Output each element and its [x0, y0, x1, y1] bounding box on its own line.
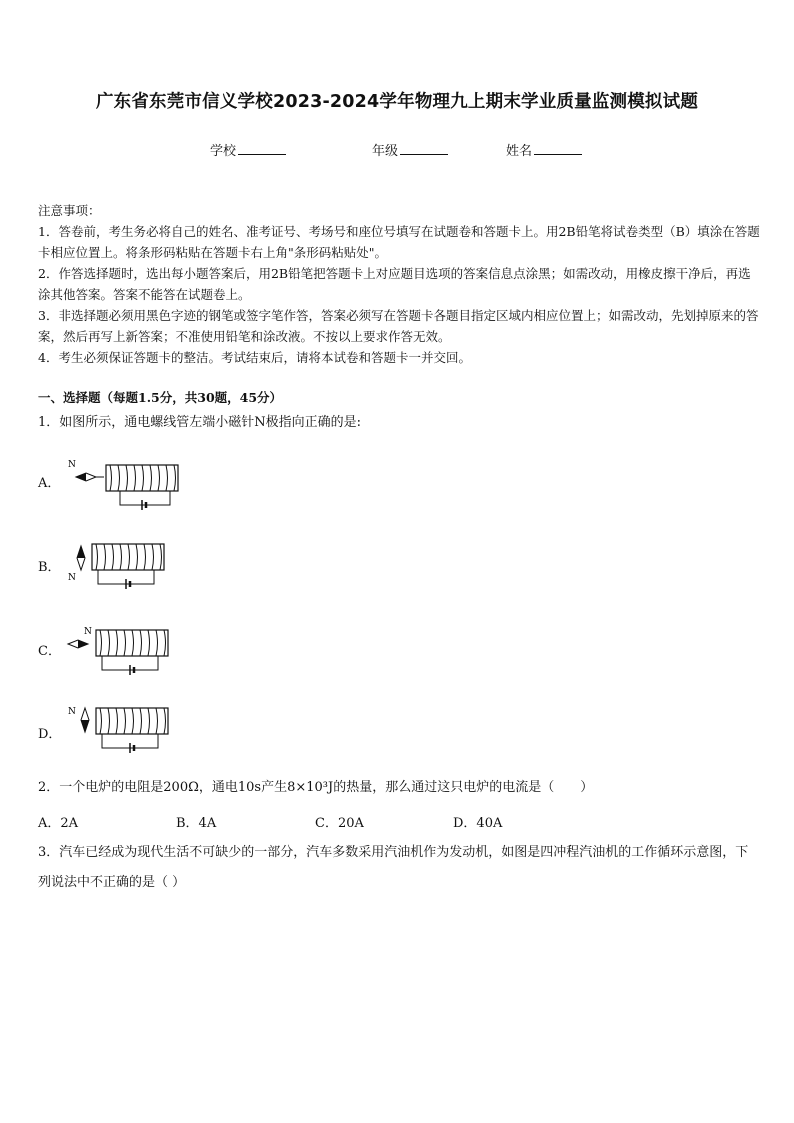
solenoid-figure-c	[64, 622, 184, 682]
name-blank	[534, 142, 582, 155]
notice-item: 2．作答选择题时，选出每小题答案后，用2B铅笔把答题卡上对应题目选项的答案信息点涂黑；如需改动，用橡皮擦干净后，再选涂其他答案。答案不能答在试题卷上。	[38, 266, 751, 302]
choice-b: B．4A	[176, 816, 217, 831]
school-field	[210, 140, 286, 159]
name-field	[506, 140, 582, 159]
n-pole-label: N	[68, 460, 76, 470]
option-c-label: C．	[38, 644, 61, 659]
n-pole-label: N	[84, 627, 92, 637]
choice-c: C．20A	[315, 816, 364, 831]
choice-a: A．2A	[38, 816, 79, 831]
section-heading: 一、选择题（每题1.5分，共30题，45分）	[38, 390, 283, 405]
notice-item: 1．答卷前，考生务必将自己的姓名、准考证号、考场号和座位号填写在试题卷和答题卡上。用2B铅笔将试卷类型（B）填涂在答题卡相应位置上。将条形码粘贴在答题卡右上角"条形码粘贴处"。	[38, 224, 760, 260]
grade-field	[372, 140, 448, 159]
option-a-label: A．	[38, 476, 61, 491]
solenoid-figure-d	[64, 702, 184, 762]
notice-heading: 注意事项：	[38, 203, 101, 218]
option-b-label: B．	[38, 560, 61, 575]
notice-block	[38, 200, 760, 368]
school-label: 学校	[210, 144, 237, 159]
solenoid-figure-a	[64, 455, 184, 513]
name-label: 姓名	[506, 144, 533, 159]
option-d-label: D．	[38, 727, 62, 742]
question-3-stem: 3．汽车已经成为现代生活不可缺少的一部分，汽车多数采用汽油机作为发动机，如图是四冲程汽油机的工作循环示意图，下列说法中不正确的是（ ）	[38, 845, 749, 890]
choice-d: D．40A	[453, 816, 503, 831]
grade-label: 年级	[372, 144, 399, 159]
question-2-stem: 2．一个电炉的电阻是200Ω，通电10s产生8×10³J的热量，那么通过这只电炉的电流是（ ）	[38, 780, 594, 795]
notice-item: 3．非选择题必须用黑色字迹的钢笔或签字笔作答，答案必须写在答题卡各题目指定区域内相应位置上；如需改动，先划掉原来的答案，然后再写上新答案；不准使用铅笔和涂改液。不按以上要求作答无效。	[38, 308, 759, 344]
n-pole-label: N	[68, 707, 76, 717]
page-title: 广东省东莞市信义学校2023-2024学年物理九上期末学业质量监测模拟试题	[95, 92, 699, 112]
solenoid-figure-b	[64, 538, 184, 598]
question-1-stem: 1．如图所示，通电螺线管左端小磁针N极指向正确的是:	[38, 415, 362, 430]
school-blank	[238, 142, 286, 155]
n-pole-label: N	[68, 573, 76, 583]
notice-item: 4．考生必须保证答题卡的整洁。考试结束后，请将本试卷和答题卡一并交回。	[38, 350, 471, 365]
grade-blank	[400, 142, 448, 155]
